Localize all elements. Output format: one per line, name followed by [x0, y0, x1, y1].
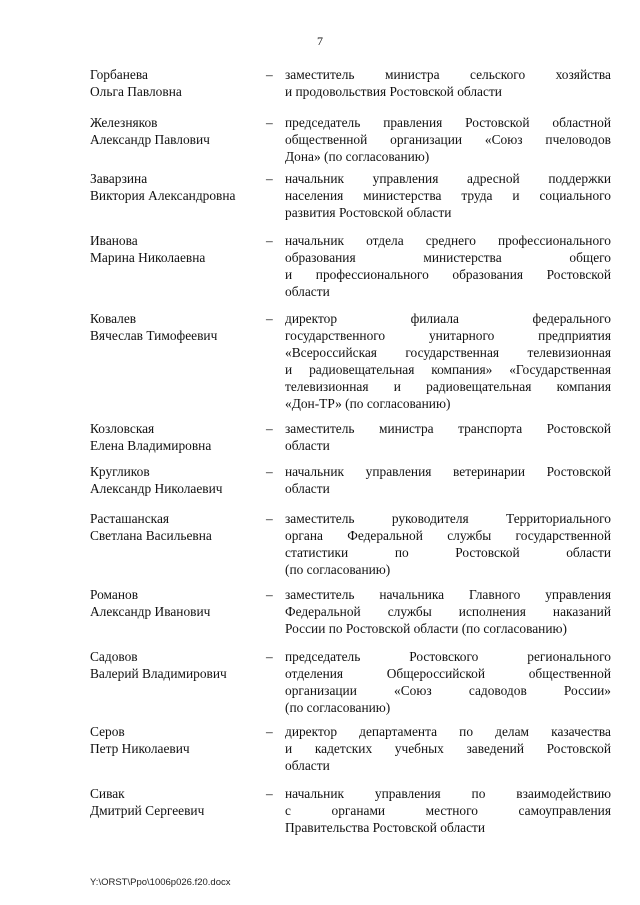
entry-dash: – [266, 649, 273, 664]
position-line: государственного унитарного предприятия [285, 328, 611, 343]
member-surname: Садовов [90, 649, 138, 664]
member-position [285, 510, 611, 578]
position-line: Правительства Ростовской области [285, 820, 486, 835]
position-line: заместитель министра сельского хозяйства [285, 67, 611, 82]
position-line: развития Ростовской области [285, 205, 452, 220]
position-line: области [285, 284, 330, 299]
member-given-names: Елена Владимировна [90, 438, 212, 453]
position-line: «Дон-ТР» (по согласованию) [285, 396, 451, 411]
position-line: начальник отдела среднего профессионального [285, 233, 611, 248]
position-line: заместитель руководителя Территориального [285, 511, 611, 526]
member-name [90, 420, 268, 454]
position-line: председатель Ростовского регионального [285, 649, 611, 664]
position-line: населения министерства труда и социального [285, 188, 611, 203]
member-surname: Козловская [90, 421, 155, 436]
member-position [285, 785, 611, 836]
entry-dash: – [266, 115, 273, 130]
member-position [285, 66, 611, 100]
member-given-names: Ольга Павловна [90, 84, 182, 99]
member-given-names: Вячеслав Тимофеевич [90, 328, 218, 343]
footer-file-path: Y:\ORST\Ppo\1006p026.f20.docx [90, 877, 231, 888]
member-name [90, 648, 268, 682]
position-line: статистики по Ростовской области [285, 545, 611, 560]
position-line: и радиовещательная компания» «Государственная [285, 362, 611, 377]
entry-dash: – [266, 724, 273, 739]
member-position [285, 420, 611, 454]
entry-dash: – [266, 587, 273, 602]
member-position [285, 232, 611, 300]
member-given-names: Виктория Александровна [90, 188, 236, 203]
member-position [285, 723, 611, 774]
member-name [90, 310, 268, 344]
member-given-names: Александр Иванович [90, 604, 211, 619]
position-line: (по согласованию) [285, 562, 391, 577]
member-surname: Сивак [90, 786, 125, 801]
member-position [285, 586, 611, 637]
member-surname: Серов [90, 724, 125, 739]
position-line: телевизионная и радиовещательная компания [285, 379, 611, 394]
member-given-names: Валерий Владимирович [90, 666, 227, 681]
member-given-names: Александр Павлович [90, 132, 210, 147]
entry-dash: – [266, 421, 273, 436]
entry-dash: – [266, 311, 273, 326]
member-name [90, 114, 268, 148]
position-line: начальник управления по взаимодействию [285, 786, 611, 801]
position-line: председатель правления Ростовской областной [285, 115, 611, 130]
member-surname: Железняков [90, 115, 158, 130]
member-name [90, 232, 268, 266]
member-position [285, 463, 611, 497]
position-line: области [285, 758, 330, 773]
member-surname: Заварзина [90, 171, 148, 186]
member-name [90, 170, 268, 204]
position-line: (по согласованию) [285, 700, 391, 715]
member-name [90, 586, 268, 620]
member-name [90, 510, 268, 544]
position-line: области [285, 438, 330, 453]
member-surname: Кругликов [90, 464, 150, 479]
position-line: общественной организации «Союз пчеловодов [285, 132, 611, 147]
member-surname: Ковалев [90, 311, 137, 326]
position-line: и кадетских учебных заведений Ростовской [285, 741, 611, 756]
position-line: заместитель министра транспорта Ростовской [285, 421, 611, 436]
member-position [285, 114, 611, 165]
member-position [285, 310, 611, 412]
member-surname: Расташанская [90, 511, 170, 526]
position-line: начальник управления ветеринарии Ростовской [285, 464, 611, 479]
position-line: начальник управления адресной поддержки [285, 171, 611, 186]
member-surname: Горбанева [90, 67, 148, 82]
entry-dash: – [266, 233, 273, 248]
entry-dash: – [266, 171, 273, 186]
position-line: Федеральной службы исполнения наказаний [285, 604, 611, 619]
member-given-names: Дмитрий Сергеевич [90, 803, 205, 818]
position-line: Дона» (по согласованию) [285, 149, 430, 164]
position-line: отделения Общероссийской общественной [285, 666, 611, 681]
position-line: заместитель начальника Главного управления [285, 587, 611, 602]
member-name [90, 785, 268, 819]
entry-dash: – [266, 464, 273, 479]
entry-dash: – [266, 67, 273, 82]
position-line: образования министерства общего [285, 250, 611, 265]
member-given-names: Александр Николаевич [90, 481, 223, 496]
position-line: органа Федеральной службы государственной [285, 528, 611, 543]
page-number: 7 [317, 34, 323, 48]
position-line: России по Ростовской области (по согласованию) [285, 621, 567, 636]
position-line: с органами местного самоуправления [285, 803, 611, 818]
member-position [285, 170, 611, 221]
member-given-names: Светлана Васильевна [90, 528, 212, 543]
member-name [90, 66, 268, 100]
member-name [90, 723, 268, 757]
entry-dash: – [266, 511, 273, 526]
position-line: директор департамента по делам казачества [285, 724, 611, 739]
position-line: организации «Союз садоводов России» [285, 683, 611, 698]
position-line: «Всероссийская государственная телевизионная [285, 345, 611, 360]
member-given-names: Марина Николаевна [90, 250, 206, 265]
member-position [285, 648, 611, 716]
position-line: и профессионального образования Ростовской [285, 267, 611, 282]
member-given-names: Петр Николаевич [90, 741, 190, 756]
entry-dash: – [266, 786, 273, 801]
member-name [90, 463, 268, 497]
member-surname: Романов [90, 587, 139, 602]
position-line: и продовольствия Ростовской области [285, 84, 502, 99]
position-line: области [285, 481, 330, 496]
position-line: директор филиала федерального [285, 311, 611, 326]
member-surname: Иванова [90, 233, 138, 248]
